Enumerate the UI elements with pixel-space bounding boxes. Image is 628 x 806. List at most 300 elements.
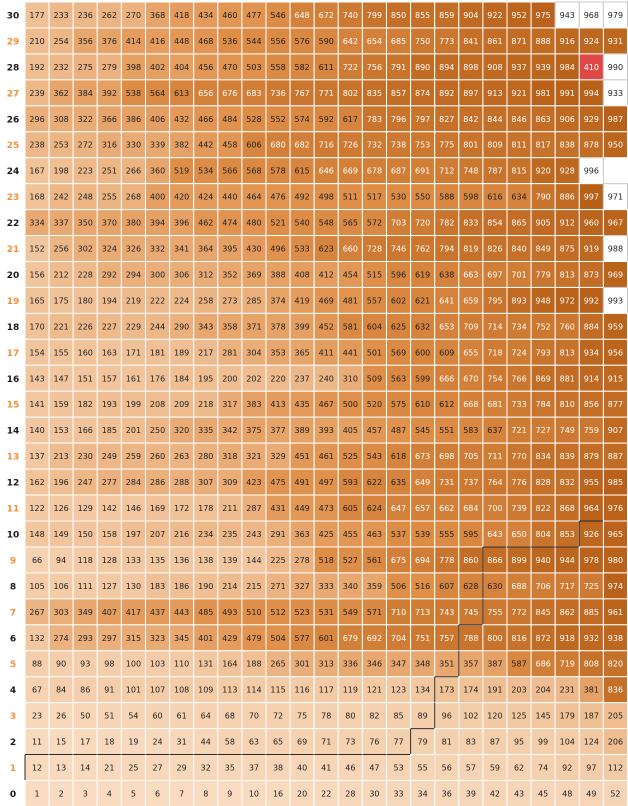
heatmap-cell — [507, 521, 531, 547]
heatmap-cell — [483, 287, 507, 313]
heatmap-cell — [362, 651, 386, 677]
heatmap-cell — [338, 495, 362, 521]
cell-value: 353 — [270, 348, 286, 358]
heatmap-cell — [290, 339, 314, 365]
cell-value: 188 — [246, 659, 262, 669]
cell-value: 698 — [439, 452, 455, 462]
cell-value: 62 — [513, 763, 525, 773]
cell-value: 210 — [29, 36, 45, 46]
heatmap-cell — [170, 547, 194, 573]
heatmap-cell — [338, 469, 362, 495]
cell-value: 402 — [149, 62, 166, 72]
cell-value: 552 — [270, 114, 286, 124]
row-label: 13 — [6, 452, 20, 463]
cell-value: 170 — [29, 322, 45, 332]
cell-value: 175 — [53, 296, 69, 306]
row-label: 4 — [9, 686, 17, 697]
heatmap-cell — [387, 573, 411, 599]
heatmap-cell — [218, 2, 242, 28]
heatmap-cell — [435, 132, 459, 158]
heatmap-cell — [507, 106, 531, 132]
heatmap-cell — [146, 210, 170, 236]
cell-value: 443 — [174, 607, 190, 617]
cell-value: 836 — [607, 685, 624, 695]
heatmap-cell — [555, 443, 579, 469]
cell-value: 84 — [56, 685, 67, 695]
cell-value: 994 — [583, 88, 599, 98]
heatmap-cell — [411, 651, 435, 677]
cell-value: 516 — [415, 581, 431, 591]
cell-value: 51 — [104, 711, 115, 721]
heatmap-cell — [362, 2, 386, 28]
cell-value: 412 — [318, 270, 334, 280]
row-label: 1 — [9, 764, 17, 775]
cell-value: 145 — [535, 711, 551, 721]
heatmap-cell — [459, 677, 483, 703]
cell-value: 908 — [487, 62, 503, 72]
cell-value: 826 — [487, 244, 503, 254]
cell-value: 44 — [200, 737, 211, 747]
cell-value: 274 — [53, 633, 69, 643]
heatmap-cell — [507, 755, 531, 781]
cell-value: 860 — [463, 555, 479, 565]
cell-value: 872 — [535, 633, 551, 643]
cell-value: 205 — [607, 711, 624, 721]
cell-value: 551 — [439, 426, 455, 436]
heatmap-cell — [49, 106, 73, 132]
cell-value: 561 — [366, 555, 383, 565]
cell-value: 326 — [125, 244, 142, 254]
heatmap-cell — [314, 651, 338, 677]
heatmap-cell — [603, 573, 627, 599]
heatmap-cell — [483, 210, 507, 236]
cell-value: 135 — [149, 555, 166, 565]
cell-value: 510 — [246, 607, 262, 617]
cell-value: 191 — [487, 685, 503, 695]
heatmap-cell — [435, 2, 459, 28]
heatmap-cell — [97, 391, 121, 417]
cell-value: 5 — [130, 789, 136, 799]
heatmap-cell — [507, 573, 531, 599]
cell-value: 366 — [101, 114, 117, 124]
cell-value: 519 — [174, 166, 190, 176]
cell-value: 971 — [607, 192, 624, 202]
heatmap-cell — [25, 339, 49, 365]
cell-value: 235 — [222, 529, 238, 539]
heatmap-cell — [483, 132, 507, 158]
cell-value: 720 — [415, 218, 431, 228]
cell-value: 678 — [366, 166, 383, 176]
heatmap-cell — [266, 54, 290, 80]
cell-value: 563 — [390, 374, 407, 384]
cell-value: 182 — [77, 400, 93, 410]
cell-value: 637 — [487, 426, 503, 436]
heatmap-cell — [73, 391, 97, 417]
heatmap-cell — [387, 625, 411, 651]
cell-value: 834 — [535, 452, 551, 462]
heatmap-cell — [121, 391, 145, 417]
row-label: 2 — [9, 738, 17, 749]
cell-value: 952 — [511, 10, 527, 20]
cell-value: 604 — [366, 322, 383, 332]
cell-value: 673 — [415, 452, 431, 462]
heatmap-cell — [170, 210, 194, 236]
cell-value: 688 — [511, 581, 527, 591]
cell-value: 419 — [294, 296, 310, 306]
cell-value: 352 — [222, 270, 238, 280]
heatmap-cell — [266, 469, 290, 495]
heatmap-cell — [25, 365, 49, 391]
cell-value: 874 — [415, 88, 431, 98]
cell-value: 610 — [415, 400, 431, 410]
heatmap-cell — [314, 28, 338, 54]
cell-value: 214 — [222, 581, 238, 591]
cell-value: 922 — [487, 10, 503, 20]
cell-value: 642 — [342, 36, 358, 46]
cell-value: 195 — [198, 374, 214, 384]
cell-value: 842 — [463, 114, 479, 124]
cell-value: 692 — [366, 633, 383, 643]
cell-value: 515 — [366, 270, 383, 280]
heatmap-cell — [49, 132, 73, 158]
heatmap-cells — [25, 2, 628, 806]
heatmap-cell — [362, 132, 386, 158]
heatmap-cell — [25, 80, 49, 106]
heatmap-cell — [266, 313, 290, 339]
cell-value: 114 — [246, 685, 262, 695]
cell-value: 558 — [270, 62, 286, 72]
heatmap-cell — [314, 339, 338, 365]
heatmap-cell — [146, 755, 170, 781]
cell-value: 464 — [246, 192, 262, 202]
heatmap-cell — [314, 521, 338, 547]
cell-value: 358 — [222, 322, 238, 332]
cell-value: 468 — [198, 36, 214, 46]
cell-value: 163 — [101, 348, 117, 358]
cell-value: 393 — [318, 426, 334, 436]
cell-value: 540 — [294, 218, 310, 228]
cell-value: 599 — [415, 374, 431, 384]
cell-value: 408 — [294, 270, 310, 280]
cell-value: 104 — [559, 737, 575, 747]
cell-value: 643 — [487, 529, 503, 539]
cell-value: 822 — [535, 504, 551, 514]
cell-value: 779 — [535, 270, 551, 280]
heatmap-cell — [459, 262, 483, 288]
cell-value: 38 — [272, 763, 284, 773]
heatmap-cell — [97, 521, 121, 547]
heatmap-cell — [290, 703, 314, 729]
cell-value: 773 — [439, 36, 455, 46]
cell-value: 485 — [198, 607, 214, 617]
heatmap-cell — [531, 677, 555, 703]
heatmap-cell — [314, 469, 338, 495]
cell-value: 380 — [125, 218, 142, 228]
heatmap-cell — [459, 573, 483, 599]
heatmap-cell — [555, 54, 579, 80]
heatmap-cell — [242, 625, 266, 651]
heatmap-cell — [218, 547, 242, 573]
cell-value: 336 — [342, 659, 358, 669]
cell-value: 230 — [77, 452, 93, 462]
heatmap-cell — [338, 313, 362, 339]
heatmap-cell — [579, 573, 603, 599]
heatmap-cell — [459, 106, 483, 132]
heatmap-cell — [218, 651, 242, 677]
cell-value: 335 — [198, 426, 214, 436]
heatmap-cell — [194, 781, 218, 806]
cell-value: 11 — [31, 737, 43, 747]
heatmap-cell — [579, 625, 603, 651]
heatmap-cell — [242, 365, 266, 391]
heatmap-cell — [555, 132, 579, 158]
heatmap-cell — [146, 677, 170, 703]
heatmap-cell — [362, 210, 386, 236]
heatmap-cell — [435, 210, 459, 236]
cell-value: 132 — [29, 633, 45, 643]
heatmap-cell — [603, 417, 627, 443]
heatmap-cell — [507, 210, 531, 236]
cell-value: 211 — [222, 504, 238, 514]
heatmap-cell — [290, 106, 314, 132]
heatmap-cell — [507, 391, 531, 417]
heatmap-cell — [266, 287, 290, 313]
heatmap-cell — [218, 54, 242, 80]
heatmap-cell — [362, 54, 386, 80]
cell-value: 743 — [439, 607, 455, 617]
heatmap-cell — [603, 210, 627, 236]
heatmap-cell — [362, 391, 386, 417]
cell-value: 146 — [125, 504, 142, 514]
cell-value: 334 — [29, 218, 45, 228]
cell-value: 816 — [511, 633, 527, 643]
heatmap-cell — [435, 495, 459, 521]
heatmap-cell — [411, 54, 435, 80]
heatmap-cell — [146, 729, 170, 755]
cell-value: 557 — [366, 296, 383, 306]
cell-value: 73 — [345, 737, 356, 747]
cell-value: 892 — [439, 88, 455, 98]
cell-value: 719 — [559, 659, 575, 669]
cell-value: 669 — [342, 166, 358, 176]
cell-value: 307 — [198, 478, 214, 488]
cell-value: 886 — [559, 192, 575, 202]
heatmap-cell — [121, 158, 145, 184]
heatmap-cell — [194, 547, 218, 573]
heatmap-cell — [507, 184, 531, 210]
cell-value: 98 — [104, 659, 115, 669]
cell-value: 111 — [77, 581, 93, 591]
heatmap-cell — [338, 417, 362, 443]
heatmap-cell — [242, 703, 266, 729]
heatmap-cell — [603, 287, 627, 313]
cell-value: 565 — [342, 218, 358, 228]
heatmap-cell — [435, 703, 459, 729]
heatmap-cell — [218, 391, 242, 417]
cell-value: 809 — [487, 140, 503, 150]
heatmap-cell — [170, 599, 194, 625]
row-label: 7 — [9, 608, 17, 619]
heatmap-cell — [242, 677, 266, 703]
cell-value: 173 — [439, 685, 455, 695]
heatmap-cell — [555, 339, 579, 365]
cell-value: 126 — [53, 504, 69, 514]
cell-value: 815 — [511, 166, 527, 176]
cell-value: 919 — [583, 244, 599, 254]
cell-value: 174 — [463, 685, 479, 695]
heatmap-cell — [314, 262, 338, 288]
heatmap-cell — [146, 2, 170, 28]
cell-value: 65 — [272, 737, 284, 747]
heatmap-cell — [97, 132, 121, 158]
heatmap-cell — [194, 262, 218, 288]
cell-value: 152 — [29, 244, 45, 254]
cell-value: 150 — [77, 529, 93, 539]
heatmap-cell — [338, 599, 362, 625]
heatmap-cell — [290, 236, 314, 262]
heatmap-cell — [362, 339, 386, 365]
heatmap-cell — [483, 599, 507, 625]
cell-value: 48 — [562, 789, 573, 799]
heatmap-cell — [266, 703, 290, 729]
cell-value: 23 — [31, 711, 43, 721]
cell-value: 663 — [463, 270, 479, 280]
heatmap-cell — [97, 781, 121, 806]
heatmap-cell — [97, 313, 121, 339]
heatmap-cell — [483, 495, 507, 521]
cell-value: 511 — [342, 192, 358, 202]
cell-value: 475 — [270, 478, 286, 488]
cell-value: 894 — [439, 62, 455, 72]
cell-value: 97 — [586, 763, 597, 773]
heatmap-cell — [146, 236, 170, 262]
heatmap-cell — [25, 262, 49, 288]
cell-value: 159 — [53, 400, 69, 410]
heatmap-cell — [483, 365, 507, 391]
cell-value: 124 — [583, 737, 599, 747]
cell-value: 88 — [31, 659, 43, 669]
cell-value: 679 — [342, 633, 358, 643]
heatmap-cell — [531, 262, 555, 288]
cell-value: 808 — [583, 659, 599, 669]
cell-value: 574 — [294, 114, 310, 124]
cell-value: 321 — [246, 452, 262, 462]
cell-value: 432 — [174, 114, 190, 124]
heatmap-cell — [218, 521, 242, 547]
heatmap-cell — [531, 210, 555, 236]
cell-value: 327 — [294, 581, 310, 591]
cell-value: 466 — [198, 114, 214, 124]
heatmap-cell — [218, 729, 242, 755]
heatmap-cell — [194, 443, 218, 469]
row-label: 16 — [6, 374, 20, 385]
heatmap-cell — [459, 184, 483, 210]
cell-value: 938 — [607, 633, 624, 643]
heatmap-cell — [579, 651, 603, 677]
heatmap-cell — [290, 158, 314, 184]
heatmap-cell — [387, 443, 411, 469]
heatmap-cell — [531, 495, 555, 521]
heatmap-cell — [266, 158, 290, 184]
heatmap-cell — [290, 443, 314, 469]
cell-value: 978 — [583, 555, 599, 565]
heatmap-cell — [170, 2, 194, 28]
heatmap-cell — [266, 755, 290, 781]
heatmap-cell — [314, 599, 338, 625]
cell-value: 133 — [125, 555, 142, 565]
cell-value: 500 — [342, 400, 358, 410]
heatmap-cell — [459, 54, 483, 80]
cell-value: 748 — [463, 166, 479, 176]
heatmap-cell — [146, 495, 170, 521]
heatmap-cell — [483, 28, 507, 54]
cell-value: 268 — [125, 192, 142, 202]
cell-value: 575 — [390, 400, 407, 410]
heatmap-cell — [459, 625, 483, 651]
cell-value: 10 — [248, 789, 260, 799]
cell-value: 939 — [535, 62, 551, 72]
cell-value: 752 — [535, 322, 551, 332]
heatmap-cell — [218, 417, 242, 443]
cell-value: 683 — [246, 88, 262, 98]
cell-value: 83 — [465, 737, 476, 747]
cell-value: 969 — [607, 270, 624, 280]
cell-value: 294 — [125, 270, 142, 280]
heatmap-cell — [49, 573, 73, 599]
heatmap-cell — [314, 54, 338, 80]
cell-value: 71 — [321, 737, 332, 747]
heatmap-cell — [555, 365, 579, 391]
heatmap-cell — [531, 339, 555, 365]
heatmap-cell — [121, 339, 145, 365]
cell-value: 166 — [77, 426, 93, 436]
cell-value: 484 — [222, 114, 238, 124]
cell-value: 791 — [390, 62, 407, 72]
heatmap-cell — [387, 391, 411, 417]
cell-value: 686 — [535, 659, 551, 669]
heatmap-cell — [387, 132, 411, 158]
heatmap-cell — [555, 313, 579, 339]
cell-value: 78 — [321, 711, 332, 721]
heatmap-cell — [531, 651, 555, 677]
cell-value: 89 — [417, 711, 428, 721]
cell-value: 506 — [390, 581, 407, 591]
cell-value: 981 — [535, 88, 551, 98]
heatmap-cell — [483, 729, 507, 755]
cell-value: 35 — [224, 763, 235, 773]
cell-value: 410 — [583, 62, 599, 72]
cell-value: 915 — [607, 374, 624, 384]
cell-value: 253 — [53, 140, 69, 150]
heatmap-cell — [218, 469, 242, 495]
cell-value: 595 — [463, 529, 479, 539]
heatmap-cell — [73, 210, 97, 236]
cell-value: 219 — [125, 296, 142, 306]
heatmap-cell — [194, 184, 218, 210]
heatmap-cell — [435, 599, 459, 625]
cell-value: 330 — [125, 140, 142, 150]
cell-value: 849 — [535, 244, 551, 254]
cell-value: 455 — [342, 529, 358, 539]
cell-value: 301 — [294, 659, 310, 669]
cell-value: 754 — [487, 374, 503, 384]
cell-value: 740 — [342, 10, 358, 20]
heatmap-cell — [531, 313, 555, 339]
heatmap-cell — [435, 54, 459, 80]
cell-value: 413 — [270, 400, 286, 410]
heatmap-cell — [121, 417, 145, 443]
heatmap-cell — [218, 236, 242, 262]
